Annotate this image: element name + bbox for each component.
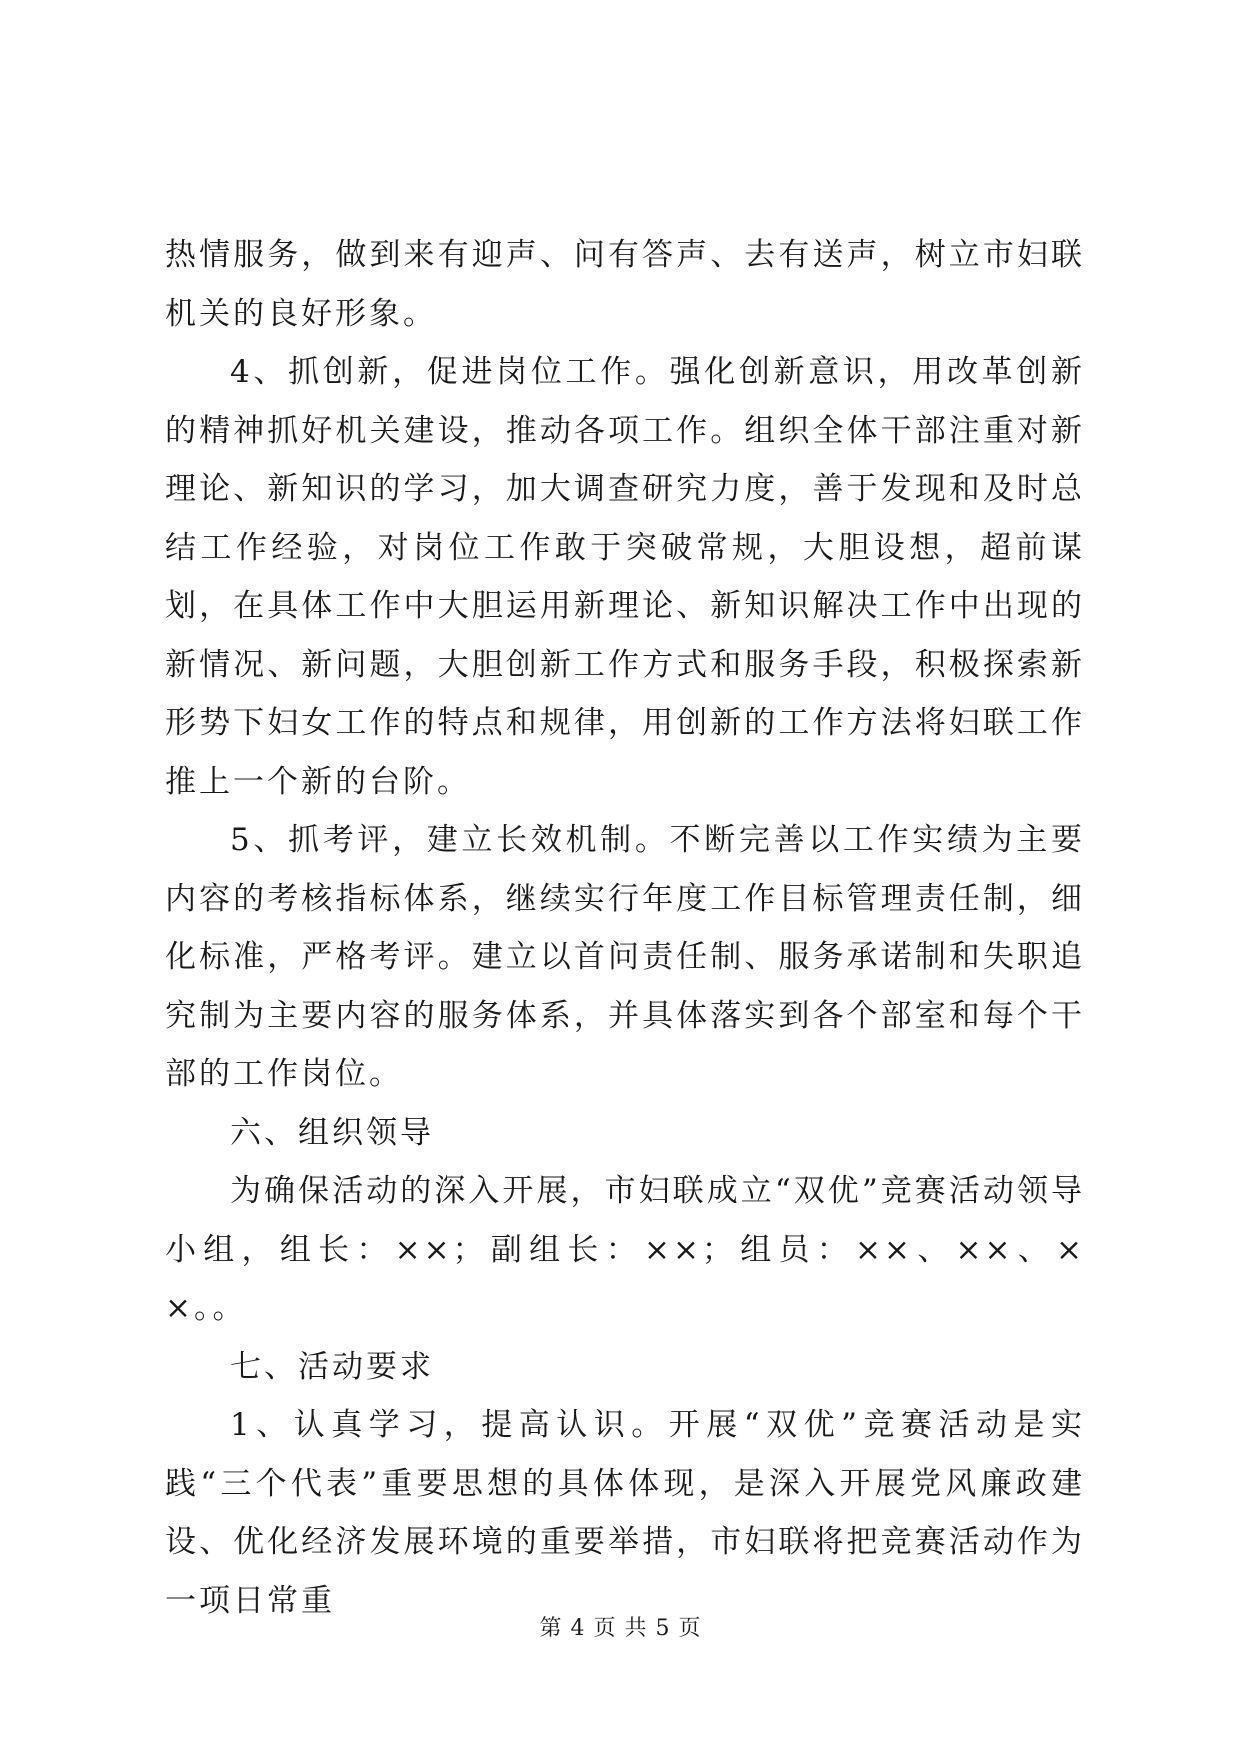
paragraph-item-5: 5、抓考评，建立长效机制。不断完善以工作实绩为主要内容的考核指标体系，继续实行年度工作目标管理责任制，细化标准，严格考评。建立以首问责任制、服务承诺制和失职追究制为主要内容的服务体系，并具体落实到各个部室和每个干部的工作岗位。 bbox=[165, 822, 1085, 1092]
section-heading-requirements: 七、活动要求 bbox=[230, 1348, 434, 1385]
section-heading-organization: 六、组织领导 bbox=[230, 1114, 434, 1151]
paragraph-requirement-1: 1、认真学习，提高认识。开展“双优”竞赛活动是实践“三个代表”重要思想的具体体现，是深入开展党风廉政建设、优化经济发展环境的重要举措，市妇联将把竞赛活动作为一项日常重 bbox=[165, 1407, 1085, 1619]
paragraph-continuation: 热情服务，做到来有迎声、问有答声、去有送声，树立市妇联机关的良好形象。 bbox=[165, 237, 1085, 332]
paragraph-leadership: 为确保活动的深入开展，市妇联成立“双优”竞赛活动领导小组，组长：××；副组长：××；组员：××、××、××。。 bbox=[165, 1173, 1085, 1326]
page-number-footer: 第 4 页 共 5 页 bbox=[539, 1616, 702, 1641]
paragraph-item-4: 4、抓创新，促进岗位工作。强化创新意识，用改革创新的精神抓好机关建设，推动各项工作。组织全体干部注重对新理论、新知识的学习，加大调查研究力度，善于发现和及时总结工作经验，对岗位工作敢于突破常规，大胆设想，超前谋划，在具体工作中大胆运用新理论、新知识解决工作中出现的新情况、新问题，大胆创新工作方式和服务手段，积极探索新形势下妇女工作的特点和规律，用创新的工作方法将妇联工作推上一个新的台阶。 bbox=[165, 354, 1085, 800]
document-body bbox=[165, 226, 1085, 1630]
